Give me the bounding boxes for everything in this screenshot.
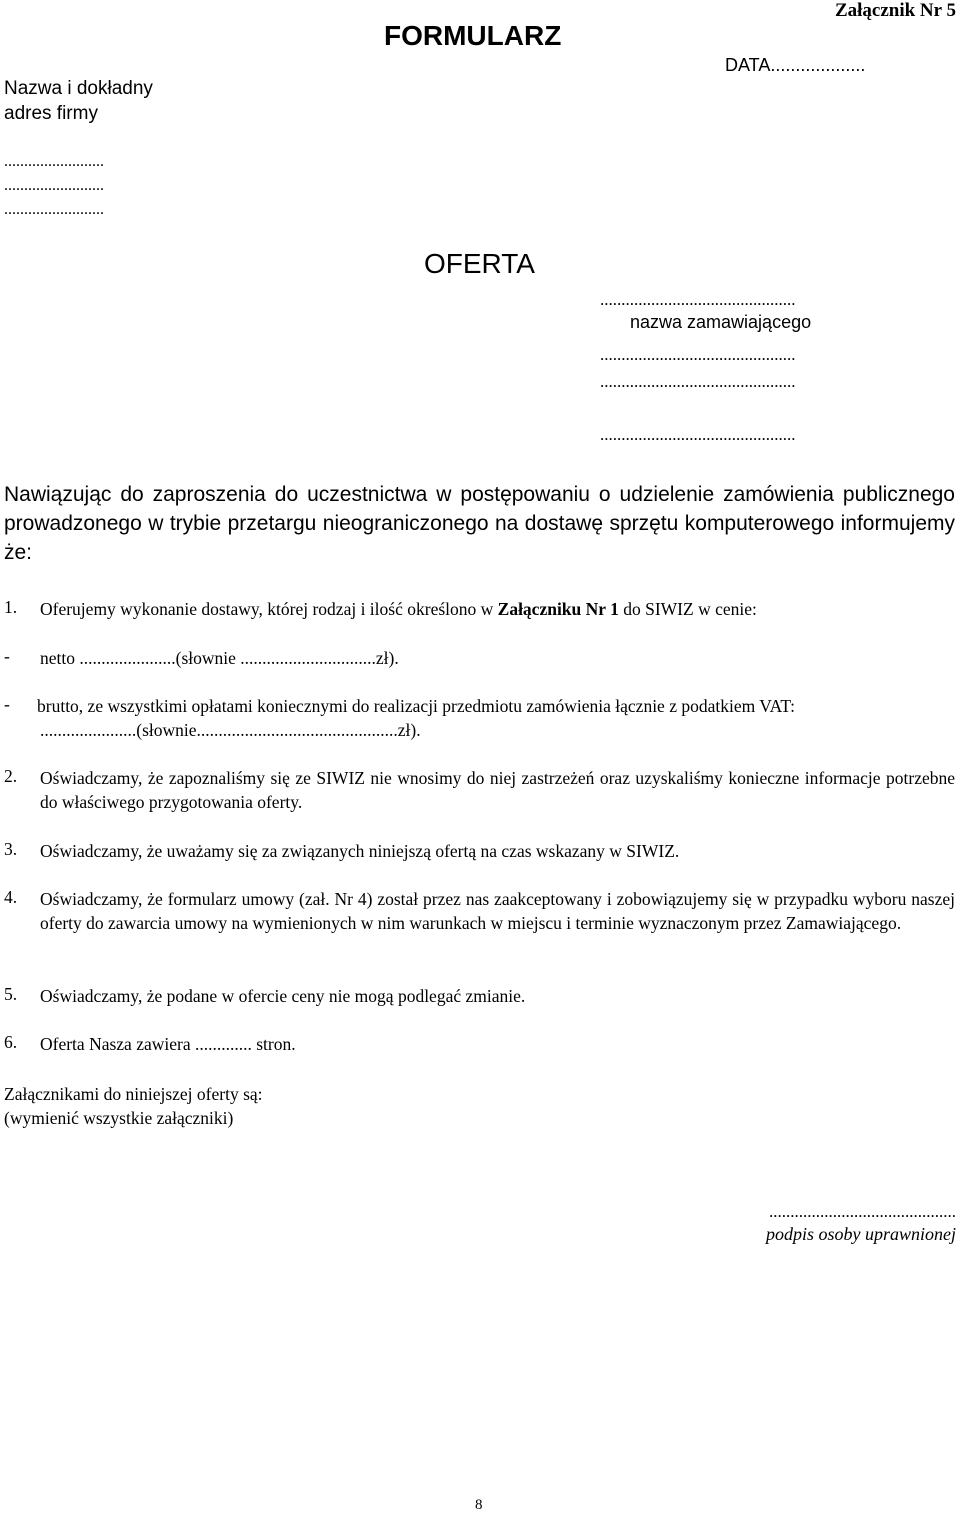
item-number: 5.	[4, 984, 18, 1004]
item-number: 3.	[4, 839, 18, 859]
company-label-line-1: Nazwa i dokładny	[4, 78, 153, 99]
buyer-name-line-1: ..............................................	[600, 290, 796, 309]
signature-line: ............................................	[769, 1202, 956, 1221]
buyer-address-line-3: ..............................................	[600, 425, 796, 444]
attachments-section	[4, 1082, 263, 1130]
attachment-number: Załącznik Nr 5	[834, 0, 956, 21]
offer-title: OFERTA	[424, 248, 535, 279]
item-number: 4.	[4, 887, 18, 907]
signature-label: podpis osoby uprawnionej	[765, 1224, 956, 1244]
item-text: Oświadczamy, że zapoznaliśmy się ze SIWIZ nie wnosimy do niej zastrzeżeń oraz uzyskaliśmy konieczne informacje potrzebne do właściwego przygotowania oferty.	[40, 768, 955, 812]
item-text: Oferta Nasza zawiera ............. stron.	[40, 1034, 296, 1054]
item-text-part: do SIWIZ w cenie:	[618, 599, 757, 619]
company-name-label	[4, 76, 153, 126]
item-text-part: Oferujemy wykonanie dostawy, której rodzaj i ilość określono w	[40, 599, 498, 619]
dash-bullet: -	[4, 694, 10, 714]
item-text: Oświadczamy, że uważamy się za związanych niniejszą ofertą na czas wskazany w SIWIZ.	[40, 841, 680, 861]
company-address-line-2: .........................	[4, 177, 104, 194]
dash-bullet: -	[4, 646, 10, 666]
page-number: 8	[475, 1497, 483, 1513]
item-number: 2.	[4, 766, 18, 786]
item-text: Oświadczamy, że podane w ofercie ceny nie mogą podlegać zmianie.	[40, 986, 526, 1006]
attachments-hint: (wymienić wszystkie załączniki)	[4, 1108, 234, 1128]
attachment-reference: Załączniku Nr 1	[497, 599, 619, 619]
price-brutto-line-2: ......................(słownie..............................................zł).	[40, 720, 421, 740]
company-address-line-1: .........................	[4, 153, 104, 170]
company-address-line-3: .........................	[4, 201, 104, 218]
attachments-heading: Załącznikami do niniejszej oferty są:	[4, 1084, 263, 1104]
price-brutto-text	[37, 694, 957, 742]
date-field: DATA...................	[725, 55, 866, 75]
price-brutto-line-1: brutto, ze wszystkimi opłatami koniecznymi do realizacji przedmiotu zamówienia łącznie z podatkiem VAT:	[37, 696, 796, 716]
company-label-line-2: adres firmy	[4, 103, 98, 124]
item-text: Oświadczamy, że formularz umowy (zał. Nr 4) został przez nas zaakceptowany i zobowiązujemy się w przypadku wyboru naszej oferty do zawarcia umowy na wymienionych w nim warunkach w miejscu i terminie wyznaczonym przez Zamawiającego.	[40, 889, 955, 933]
item-number: 1.	[4, 597, 18, 617]
form-title: FORMULARZ	[384, 20, 562, 51]
price-netto-text: netto ......................(słownie ...............................zł).	[40, 648, 399, 668]
buyer-address-line-1: ..............................................	[600, 345, 796, 364]
buyer-address-line-2: ..............................................	[600, 372, 796, 391]
item-text	[40, 597, 955, 621]
intro-paragraph: Nawiązując do zaproszenia do uczestnictwa w postępowaniu o udzielenie zamówienia publicznego prowadzonego w trybie przetargu nieograniczonego na dostawę sprzętu komputerowego informujemy że:	[4, 483, 955, 564]
buyer-name-label: nazwa zamawiającego	[630, 312, 812, 332]
item-number: 6.	[4, 1032, 18, 1052]
